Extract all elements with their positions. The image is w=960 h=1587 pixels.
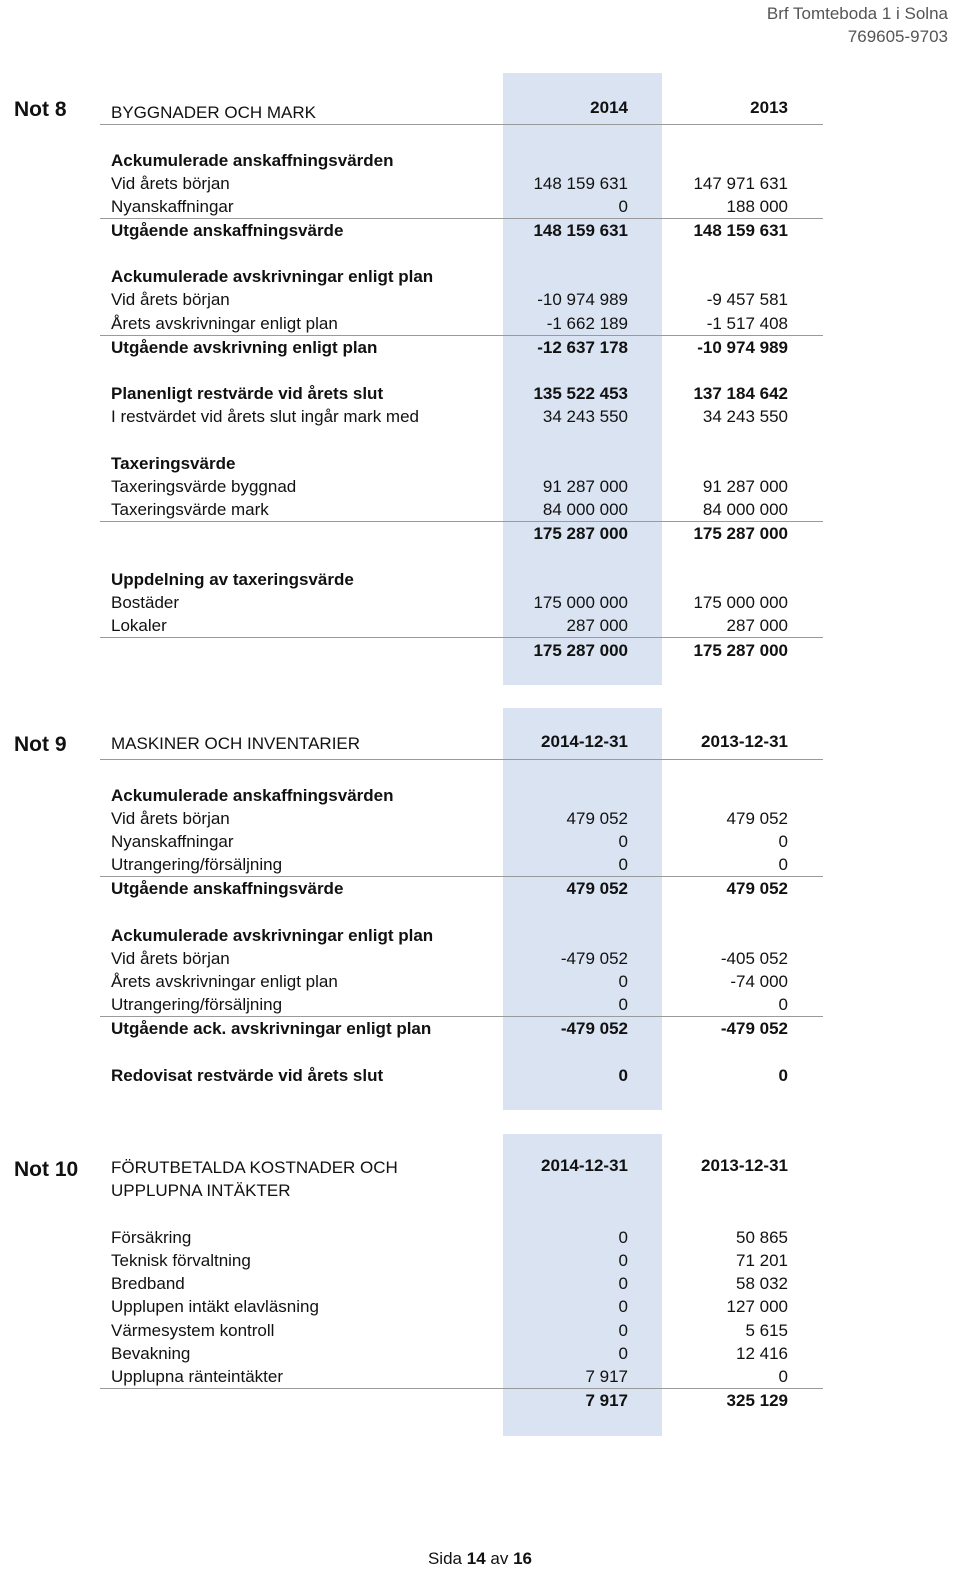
table-row [100,993,823,1017]
row-label: Ackumulerade anskaffningsvärden [111,151,394,170]
row-label: Upplupna ränteintäkter [111,1367,284,1386]
table-row [100,1389,823,1412]
subsection-heading [100,265,823,288]
row-label: Nyanskaffningar [111,832,234,851]
value-previous-year: 479 052 [726,879,788,898]
value-previous-year: -405 052 [720,949,788,968]
row-label: Uppdelning av taxeringsvärde [111,570,354,589]
column-header-current: 2014-12-31 [541,1156,628,1175]
page-label: Sida [427,1549,462,1568]
table-row [100,877,823,900]
table-row [100,498,823,522]
value-previous-year: 34 243 550 [702,407,788,426]
subsection-heading [100,452,823,475]
value-current-year: -1 662 189 [546,314,628,333]
table-row [100,336,823,359]
table-row [100,288,823,311]
value-current-year: 0 [618,972,628,991]
value-previous-year: 325 129 [726,1391,788,1410]
association-name: Brf Tomteboda 1 i Solna [766,4,948,23]
value-previous-year: -74 000 [730,972,788,991]
row-label: Redovisat restvärde vid årets slut [111,1066,384,1085]
row-label: Taxeringsvärde [111,454,236,473]
row-label: Vid årets början [111,809,230,828]
row-label: Utgående anskaffningsvärde [111,879,344,898]
row-label: Utgående anskaffningsvärde [111,221,344,240]
row-label: Upplupen intäkt elavläsning [111,1297,319,1316]
value-current-year: 0 [618,855,628,874]
table-row [100,522,823,545]
page-number: 14 [466,1549,486,1568]
table-row [100,614,823,638]
row-label: Vid årets början [111,174,230,193]
value-previous-year: 58 032 [736,1274,788,1293]
value-previous-year: 0 [778,1367,788,1386]
value-current-year: 479 052 [566,809,628,828]
value-previous-year: -10 974 989 [697,338,788,357]
table-row [100,1365,823,1389]
value-previous-year: 91 287 000 [702,477,788,496]
table-row [100,1064,823,1087]
value-previous-year: 12 416 [736,1344,788,1363]
value-current-year: -479 052 [560,1019,628,1038]
row-label: Planenligt restvärde vid årets slut [111,384,384,403]
table-row [100,639,823,662]
value-previous-year: 175 287 000 [693,524,788,543]
row-label: Utgående avskrivning enligt plan [111,338,378,357]
value-current-year: 0 [618,1274,628,1293]
note-number: Not 8 [14,98,67,121]
current-year-column-shade [503,708,662,1110]
value-current-year: 0 [618,1066,628,1085]
row-label: Försäkring [111,1228,192,1247]
table-row [100,382,823,405]
value-current-year: 0 [618,995,628,1014]
value-previous-year: -479 052 [720,1019,788,1038]
value-current-year: -12 637 178 [537,338,628,357]
row-label: Bevakning [111,1344,191,1363]
column-header-previous: 2013 [750,98,788,117]
value-current-year: 0 [618,1228,628,1247]
value-previous-year: 175 287 000 [693,641,788,660]
subsection-heading [100,568,823,591]
table-row [100,475,823,498]
value-previous-year: 50 865 [736,1228,788,1247]
table-row [100,219,823,242]
column-header-current: 2014 [590,98,628,117]
subsection-heading [100,924,823,947]
value-current-year: 0 [618,1321,628,1340]
row-label: Taxeringsvärde byggnad [111,477,297,496]
section-title: BYGGNADER OCH MARK [111,103,316,122]
row-label: Teknisk förvaltning [111,1251,251,1270]
value-previous-year: 0 [778,1066,788,1085]
value-previous-year: 0 [778,832,788,851]
row-label: Nyanskaffningar [111,197,234,216]
org-number: 769605-9703 [847,27,948,46]
header-rule [100,759,823,760]
table-row [100,1295,823,1318]
value-current-year: 84 000 000 [542,500,628,519]
row-label: Vid årets början [111,290,230,309]
value-current-year: 0 [618,197,628,216]
value-previous-year: 137 184 642 [693,384,788,403]
table-row [100,312,823,336]
value-previous-year: 5 615 [745,1321,788,1340]
value-current-year: 287 000 [566,616,628,635]
value-current-year: 0 [618,832,628,851]
value-previous-year: -1 517 408 [706,314,788,333]
row-label: Vid årets början [111,949,230,968]
section-title-line-1: FÖRUTBETALDA KOSTNADER OCH [111,1158,398,1177]
value-current-year: 479 052 [566,879,628,898]
page-footer [0,1549,960,1569]
value-current-year: 91 287 000 [542,477,628,496]
column-header-previous: 2013-12-31 [701,732,788,751]
row-label: Utrangering/försäljning [111,995,283,1014]
table-row [100,1226,823,1249]
value-previous-year: 84 000 000 [702,500,788,519]
value-previous-year: 175 000 000 [693,593,788,612]
note-number: Not 10 [14,1158,79,1181]
value-current-year: 34 243 550 [542,407,628,426]
row-label: Taxeringsvärde mark [111,500,269,519]
table-row [100,947,823,970]
value-current-year: 148 159 631 [533,221,628,240]
row-label: I restvärdet vid årets slut ingår mark med [111,407,420,426]
value-previous-year: 148 159 631 [693,221,788,240]
value-previous-year: 287 000 [726,616,788,635]
row-label: Ackumulerade avskrivningar enligt plan [111,267,434,286]
value-current-year: 7 917 [585,1391,628,1410]
row-label: Ackumulerade anskaffningsvärden [111,786,394,805]
value-previous-year: 127 000 [726,1297,788,1316]
value-previous-year: 71 201 [736,1251,788,1270]
row-label: Årets avskrivningar enligt plan [111,972,338,991]
row-label: Värmesystem kontroll [111,1321,275,1340]
value-current-year: -10 974 989 [537,290,628,309]
row-label: Bredband [111,1274,185,1293]
header-rule [100,124,823,125]
value-current-year: 175 287 000 [533,641,628,660]
value-current-year: 148 159 631 [533,174,628,193]
value-previous-year: 0 [778,995,788,1014]
value-current-year: 175 000 000 [533,593,628,612]
value-current-year: 0 [618,1344,628,1363]
subsection-heading [100,784,823,807]
table-row [100,1249,823,1272]
table-row [100,591,823,614]
table-row [100,1342,823,1365]
value-previous-year: 0 [778,855,788,874]
row-label: Bostäder [111,593,180,612]
note-number: Not 9 [14,733,67,756]
table-row [100,830,823,853]
value-previous-year: 188 000 [726,197,788,216]
value-current-year: 135 522 453 [533,384,628,403]
value-previous-year: -9 457 581 [706,290,788,309]
table-row [100,1017,823,1040]
row-label: Utrangering/försäljning [111,855,283,874]
document-header [767,2,948,48]
column-header-current: 2014-12-31 [541,732,628,751]
table-row [100,195,823,219]
value-previous-year: 147 971 631 [693,174,788,193]
value-current-year: -479 052 [560,949,628,968]
table-row [100,405,823,428]
section-title-line-2: UPPLUPNA INTÄKTER [111,1181,291,1200]
subsection-heading [100,149,823,172]
table-row [100,1319,823,1342]
value-current-year: 7 917 [585,1367,628,1386]
value-current-year: 0 [618,1297,628,1316]
page-of-label: av [490,1549,509,1568]
value-current-year: 0 [618,1251,628,1270]
table-row [100,807,823,830]
column-header-previous: 2013-12-31 [701,1156,788,1175]
row-label: Årets avskrivningar enligt plan [111,314,338,333]
value-previous-year: 479 052 [726,809,788,828]
row-label: Utgående ack. avskrivningar enligt plan [111,1019,432,1038]
value-current-year: 175 287 000 [533,524,628,543]
table-row [100,172,823,195]
table-row [100,1272,823,1295]
row-label: Lokaler [111,616,167,635]
page-total: 16 [513,1549,533,1568]
section-title: MASKINER OCH INVENTARIER [111,734,361,753]
table-row [100,970,823,993]
row-label: Ackumulerade avskrivningar enligt plan [111,926,434,945]
table-row [100,853,823,877]
